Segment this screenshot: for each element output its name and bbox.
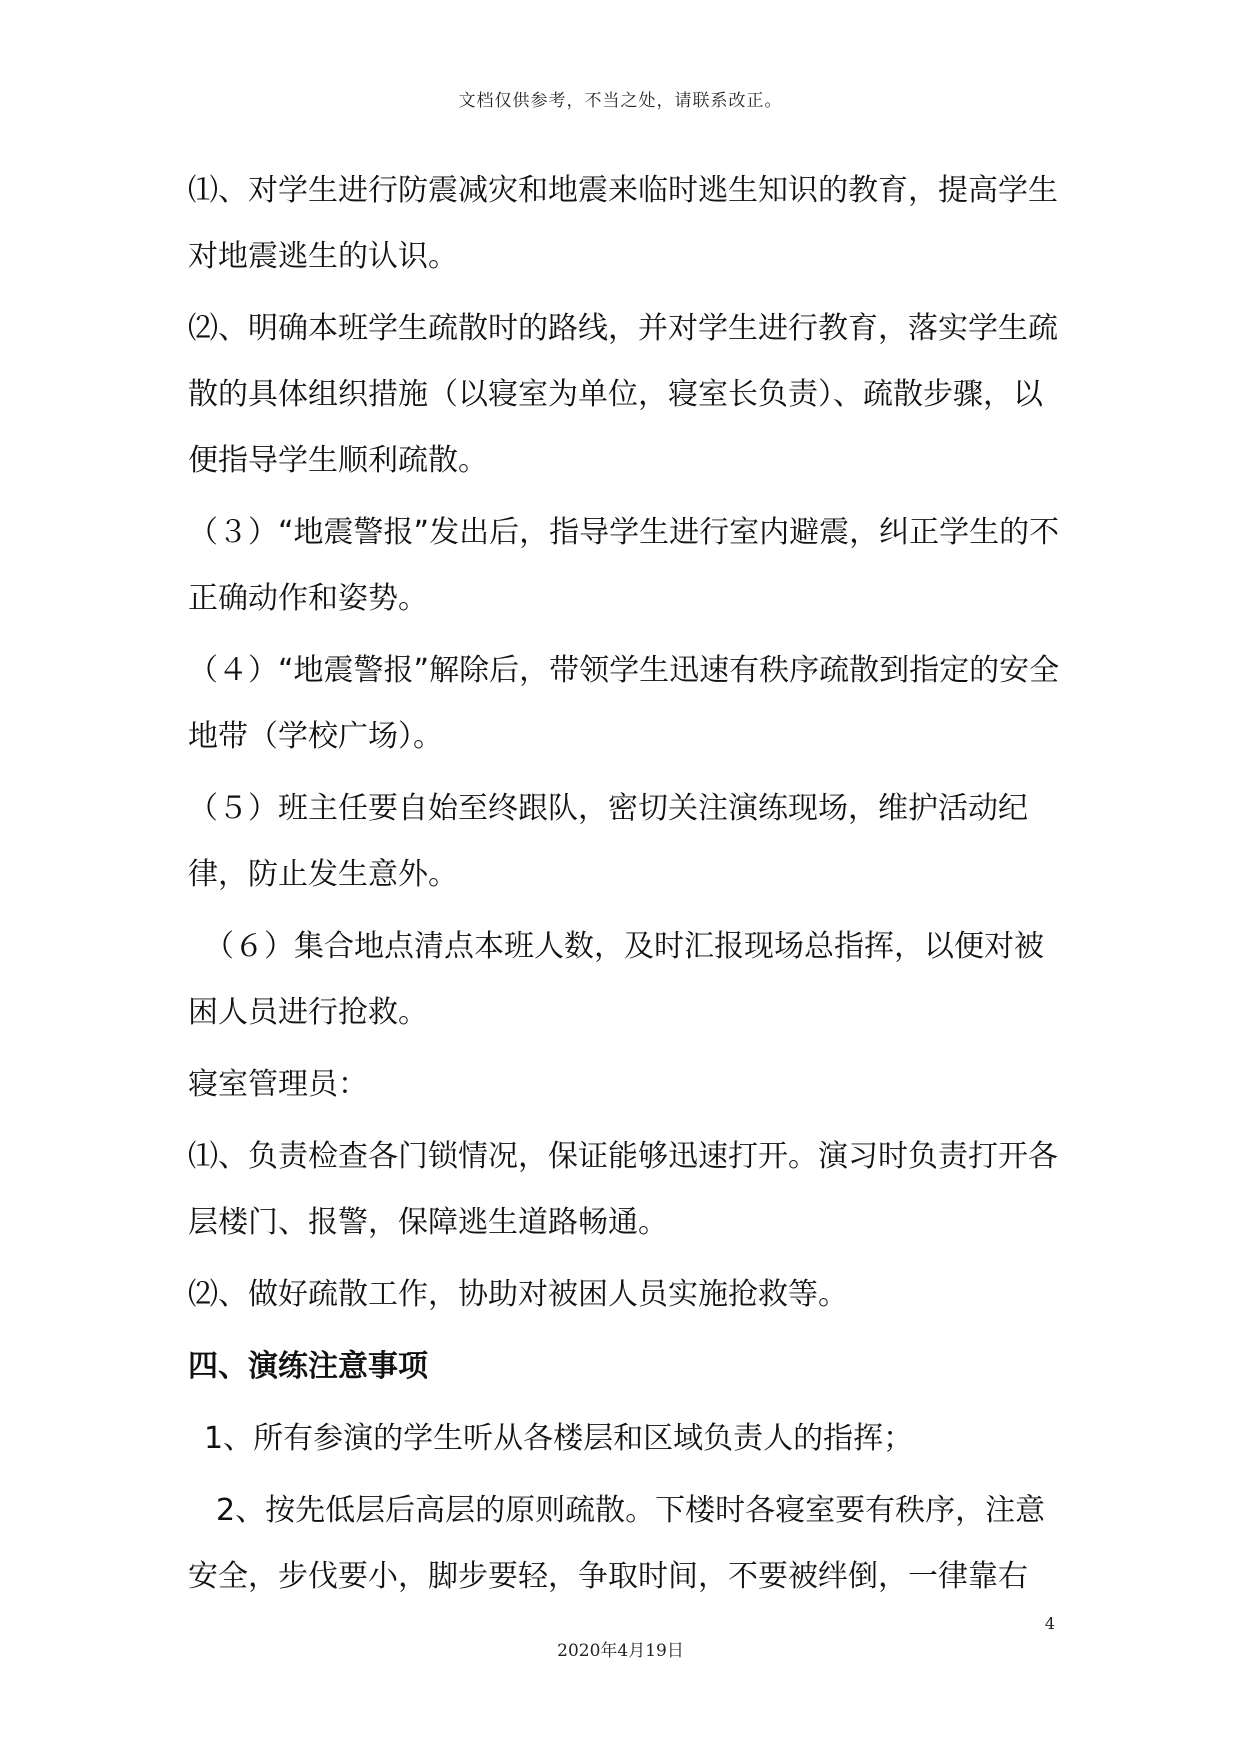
document-footer-date: 2020年4月19日 (557, 1641, 684, 1661)
dormitory-manager-label: 寝室管理员： (188, 1067, 368, 1102)
paragraph-item-4: （４）“地震警报”解除后，带领学生迅速有秩序疏散到指定的安全地带（学校广场）。 (188, 653, 1060, 754)
page-number: 4 (1044, 1614, 1055, 1633)
paragraph-item-6: （６）集合地点清点本班人数，及时汇报现场总指挥，以便对被困人员进行抢救。 (188, 929, 1044, 1030)
paragraph-item-2: ⑵、明确本班学生疏散时的路线，并对学生进行教育，落实学生疏散的具体组织措施（以寝室为单位，寝室长负责）、疏散步骤，以便指导学生顺利疏散。 (188, 311, 1058, 478)
document-body (188, 158, 1068, 1616)
paragraph-item-8: ⑵、做好疏散工作，协助对被困人员实施抢救等。 (188, 1277, 848, 1312)
paragraph-item-7: ⑴、负责检查各门锁情况，保证能够迅速打开。演习时负责打开各层楼门、报警，保障逃生道路畅通。 (188, 1139, 1058, 1240)
section-heading: 四、演练注意事项 (188, 1349, 428, 1384)
note-item-2: 2、按先低层后高层的原则疏散。下楼时各寝室要有秩序，注意安全，步伐要小，脚步要轻，争取时间，不要被绊倒，一律靠右 (188, 1493, 1046, 1594)
note-item-1: 1、所有参演的学生听从各楼层和区域负责人的指挥； (204, 1421, 914, 1456)
document-header-note: 文档仅供参考，不当之处，请联系改正。 (458, 91, 783, 111)
paragraph-item-3: （３）“地震警报”发出后，指导学生进行室内避震，纠正学生的不正确动作和姿势。 (188, 515, 1060, 616)
paragraph-item-1: ⑴、对学生进行防震减灾和地震来临时逃生知识的教育，提高学生对地震逃生的认识。 (188, 173, 1058, 274)
paragraph-item-5: （５）班主任要自始至终跟队，密切关注演练现场，维护活动纪律，防止发生意外。 (188, 791, 1028, 892)
